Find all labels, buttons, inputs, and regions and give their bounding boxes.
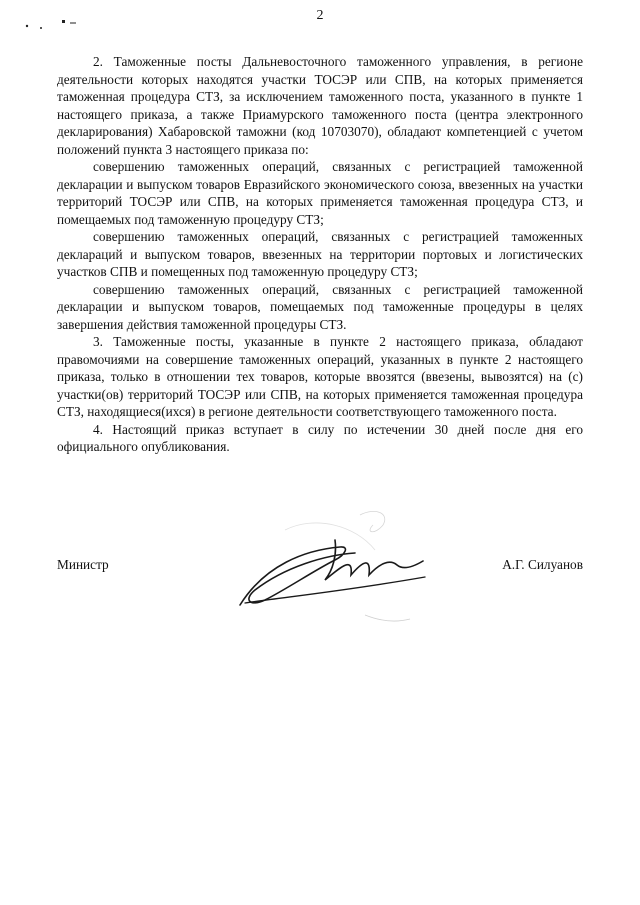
document-body	[57, 53, 583, 456]
paragraph-2-item-3: совершению таможенных операций, связанных с регистрацией таможенной декларации и выпуском товаров, помещаемых под таможенные процедуры в целях завершения действия таможенной процедуры СТЗ.	[57, 281, 583, 332]
paragraph-2-item-2: совершению таможенных операций, связанных с регистрацией таможенных деклараций и выпуском товаров, ввезенных на территории портовых и логистических участков СПВ и помещенных под таможенную процедуру СТЗ;	[57, 229, 583, 279]
signature-block	[57, 557, 583, 577]
paragraph-3: 3. Таможенные посты, указанные в пункте 2 настоящего приказа, обладают правомочиями на совершение таможенных операций, указанных в пункте 2 настоящего приказа, только в отношении тех товаров, которые ввозятся (ввезены, вывозятся) на (с) участки(ов) территорий ТОСЭР или СПВ, на которых применяется таможенная процедура СТЗ, находящиеся(ихся) в регионе деятельности соответствующего таможенного поста.	[57, 334, 583, 419]
paragraph-4: 4. Настоящий приказ вступает в силу по истечении 30 дней после дня его официального опубликования.	[57, 421, 583, 454]
signer-name: А.Г. Силуанов	[502, 557, 583, 572]
paragraph-2: 2. Таможенные посты Дальневосточного таможенного управления, в регионе деятельности которых находятся участки ТОСЭР или СПВ, на которых применяется таможенная процедура СТЗ, за исключением таможенного поста, указанного в пункте 1 настоящего приказа, а также Приамурского таможенного поста (центра электронного декларирования) Хабаровской таможни (код 10703070), обладают компетенцией с учетом положений пункта 3 настоящего приказа по:	[57, 54, 583, 157]
paragraph-2-item-1: совершению таможенных операций, связанных с регистрацией таможенной декларации и выпуском товаров Евразийского экономического союза, ввезенных на участки территорий ТОСЭР или СПВ, на которых применяется таможенная процедура СТЗ, и помещаемых под таможенную процедуру СТЗ;	[57, 159, 583, 227]
signer-title: Министр	[57, 557, 109, 572]
page-number: 2	[316, 8, 324, 23]
